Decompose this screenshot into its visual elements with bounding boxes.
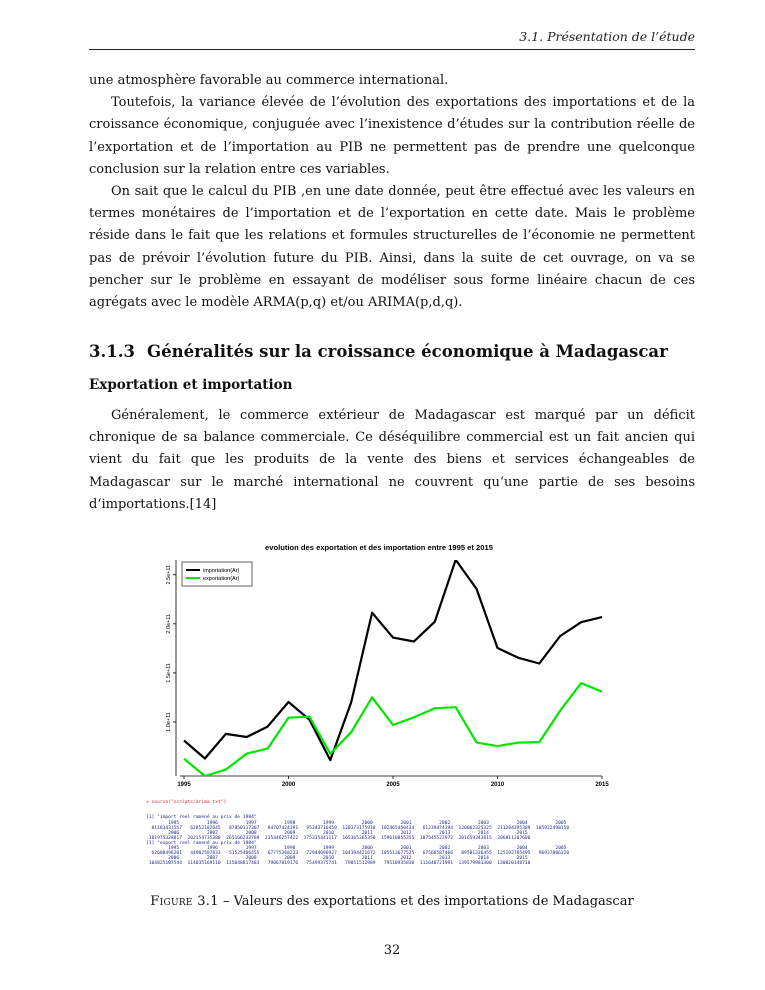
console-line: [1] "export reel ramené au prix de 1984": [146, 840, 257, 846]
section-title: Généralités sur la croissance économique à Madagascar: [147, 342, 668, 361]
console-line: [1] "import reel ramené au prix de 1984": [146, 815, 257, 821]
running-header: [89, 30, 695, 50]
plot-background: [146, 556, 612, 790]
paragraph-1: une atmosphère favorable au commerce international.: [89, 73, 449, 88]
intro-paragraph: Généralement, le commerce extérieur de Madagascar est marqué par un déficit chronique de sa balance commerciale. Ce déséquilibre commercial est un fait ancien qui vient du fait que les produits de la vente des biens et services échangeables de Madagascar sur le marché international ne couvrent qu‘une partie de ses besoins d‘importations.[14]: [89, 408, 695, 512]
figure-caption: [89, 893, 695, 911]
intro-text: [89, 405, 695, 516]
x-tick-label: 2000: [281, 782, 296, 788]
legend-box: [182, 562, 252, 586]
x-tick-label: 2010: [490, 782, 505, 788]
legend-label: importation(Ar): [203, 568, 240, 574]
section-number: 3.1.3: [89, 342, 135, 361]
console-command: > source("scripts/arima.txt"): [146, 800, 227, 806]
y-tick-label: 1.0e+11: [166, 712, 172, 732]
console-line: 1995 1996 1997 1998 1999 2000 2001 2002 2003 2004 2005: [146, 846, 567, 852]
running-header-title: 3.1. Présentation de l’étude: [519, 29, 695, 44]
series-line-importationar: [184, 560, 602, 760]
y-tick-label: 2.5e+11: [166, 564, 172, 585]
console-line: 81183431557 62852182645 87850117307 84707424391 95343716450 120373175918 102465450434 61239474394 120062325325 211284395389 185922498150: [146, 825, 570, 831]
console-line: 2006 2007 2008 2009 2010 2011 2012 2013 2014 2015: [146, 856, 528, 862]
console-line: 1995 1996 1997 1998 1999 2000 2001 2002 2003 2004 2005: [146, 820, 567, 826]
body-text: [89, 70, 695, 314]
x-tick-label: 2005: [386, 782, 400, 788]
plot-area: [166, 560, 609, 788]
series-line-exportationar: [184, 683, 602, 776]
console-lines: [146, 815, 612, 866]
x-tick-label: 2015: [595, 782, 609, 788]
y-tick-label: 1.5e+11: [166, 663, 172, 683]
caption-text: Valeurs des exportations et des importations de Madagascar: [233, 894, 634, 909]
line-chart: [146, 538, 612, 790]
console-line: 62608496201 44902597833 51525406455 67775368223 72944096927 104394421672 105513677525 67568587466 89581336455 125192785495 96937806320: [146, 851, 570, 857]
chart-title: evolution des exportation et des importation entre 1995 et 2015: [265, 543, 493, 552]
legend-label: exportation(Ar): [203, 576, 240, 582]
console-line: 181975328817 202154735380 265166232789 235446257422 175335441117 165365365350 159610855355 187545522972 201659343815 206811207606: [146, 835, 531, 841]
x-tick-label: 1995: [177, 782, 191, 788]
page-number: 32: [383, 943, 401, 958]
section-heading: [89, 341, 695, 363]
caption-separator: –: [218, 894, 234, 909]
r-console-output: [146, 790, 612, 874]
console-line: 104825107544 114035169110 115048817483 79067819176 75499375741 79051512989 79510935830 111648721991 139579981300 130820148710: [146, 861, 531, 867]
caption-label: Figure 3.1: [150, 894, 219, 909]
y-tick-label: 2.0e+11: [166, 613, 172, 634]
subsection-heading: Exportation et importation: [89, 377, 293, 393]
paragraph-2: Toutefois, la variance élevée de l’évolution des exportations des importations et de la croissance économique, conjuguée avec l’inexistence d’études sur la contribution réelle de l’exportation et de l’importation au PIB ne permettent pas de prendre une quelconque conclusion sur la relation entre ces variables.: [89, 95, 695, 177]
paragraph-3: On sait que le calcul du PIB ,en une date donnée, peut être effectué avec les valeurs en termes monétaires de l’importation et de l’exportation en cette date. Mais le problème réside dans le fait que les relations et formules structurelles de l’économie ne permettent pas de prévoir l’évolution future du PIB. Ainsi, dans la suite de cet ouvrage, on va se pencher sur le problème en essayant de modéliser sous forme linéaire chacun de ces agrégats avec le modèle ARMA(p,q) et/ou ARIMA(p,d,q).: [89, 184, 695, 311]
console-line: 2006 2007 2008 2009 2010 2011 2012 2013 2014 2015: [146, 830, 528, 836]
